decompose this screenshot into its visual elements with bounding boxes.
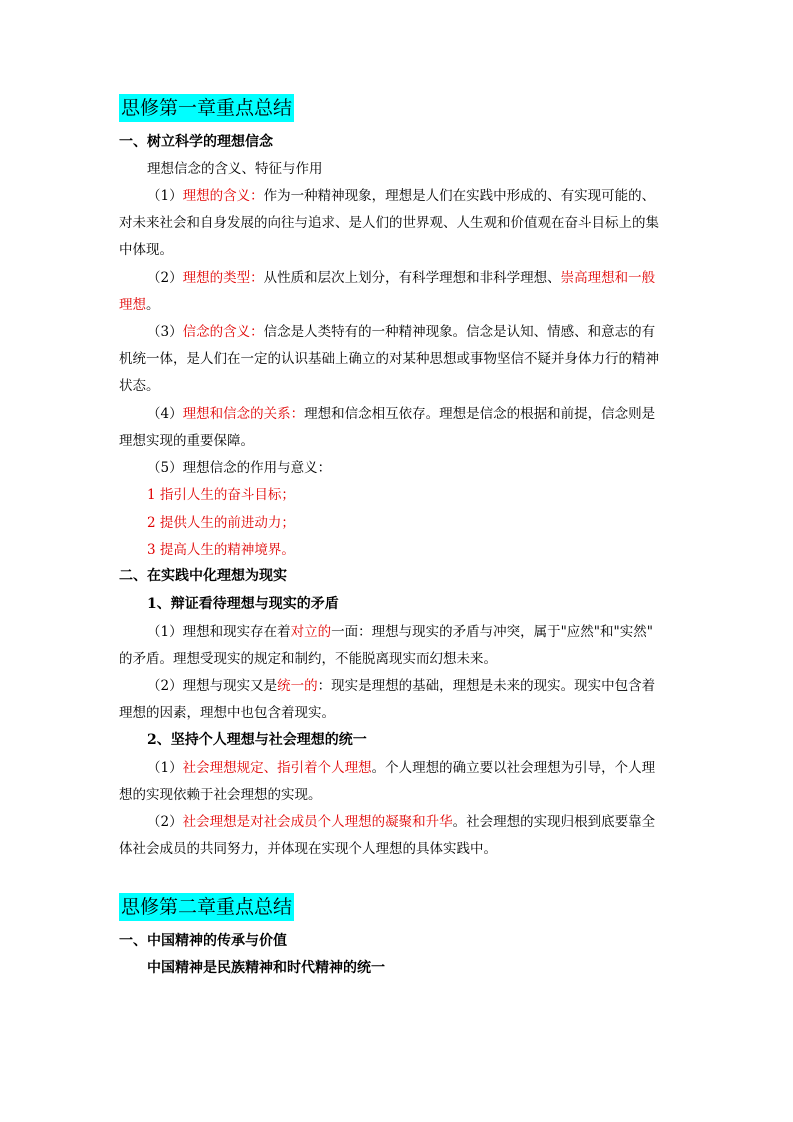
paragraph-3-line-3: 状态。 bbox=[119, 378, 160, 394]
list-item: 1 指引人生的奋斗目标； bbox=[147, 487, 295, 503]
q2-line-1: （2）理想与现实又是统一的：现实是理想的基础，理想是未来的现实。现实中包含着 bbox=[147, 678, 656, 694]
paragraph-1-line-2: 对未来社会和自身发展的向往与追求、是人们的世界观、人生观和价值观在奋斗目标上的集 bbox=[119, 215, 659, 231]
paragraph-2-line-2: 理想。 bbox=[119, 297, 160, 313]
paragraph-5: （5）理想信念的作用与意义： bbox=[147, 460, 332, 476]
section-2a-heading: 1、辩证看待理想与现实的矛盾 bbox=[147, 596, 339, 612]
chapter-2-title: 思修第二章重点总结 bbox=[119, 893, 294, 921]
chapter-2-subheading: 中国精神是民族精神和时代精神的统一 bbox=[147, 960, 385, 976]
subheading: 理想信念的含义、特征与作用 bbox=[147, 161, 323, 177]
r1-line-1: （1）社会理想规定、指引着个人理想。个人理想的确立要以社会理想为引导，个人理 bbox=[147, 760, 656, 776]
r2-line-2: 体社会成员的共同努力，并体现在实现个人理想的具体实践中。 bbox=[119, 841, 497, 857]
chapter-2-section-1-heading: 一、中国精神的传承与价值 bbox=[119, 933, 287, 949]
paragraph-1-line-3: 中体现。 bbox=[119, 242, 173, 258]
paragraph-3-line-1: （3）信念的含义：信念是人类特有的一种精神现象。信念是认知、情感、和意志的有 bbox=[147, 324, 656, 340]
list-item: 3 提高人生的精神境界。 bbox=[147, 542, 295, 558]
q1-line-2: 的矛盾。理想受现实的规定和制约，不能脱离现实而幻想未来。 bbox=[119, 651, 497, 667]
list-item: 2 提供人生的前进动力； bbox=[147, 515, 295, 531]
section-2b-heading: 2、坚持个人理想与社会理想的统一 bbox=[147, 732, 367, 748]
q2-line-2: 理想的因素，理想中也包含着现实。 bbox=[119, 705, 335, 721]
chapter-1-title: 思修第一章重点总结 bbox=[119, 94, 294, 122]
paragraph-1-line-1: （1）理想的含义：作为一种精神现象，理想是人们在实践中形成的、有实现可能的、 bbox=[147, 188, 656, 204]
paragraph-4-line-2: 理想实现的重要保障。 bbox=[119, 433, 254, 449]
r1-line-2: 想的实现依赖于社会理想的实现。 bbox=[119, 787, 322, 803]
q1-line-1: （1）理想和现实存在着对立的一面：理想与现实的矛盾与冲突，属于"应然"和"实然" bbox=[147, 624, 653, 640]
paragraph-2-line-1: （2）理想的类型：从性质和层次上划分，有科学理想和非科学理想、崇高理想和一般 bbox=[147, 270, 656, 286]
r2-line-1: （2）社会理想是对社会成员个人理想的凝聚和升华。社会理想的实现归根到底要靠全 bbox=[147, 814, 656, 830]
section-2-heading: 二、在实践中化理想为现实 bbox=[119, 568, 287, 584]
paragraph-4-line-1: （4）理想和信念的关系：理想和信念相互依存。理想是信念的根据和前提，信念则是 bbox=[147, 406, 656, 422]
paragraph-3-line-2: 机统一体，是人们在一定的认识基础上确立的对某种思想或事物坚信不疑并身体力行的精神 bbox=[119, 351, 659, 367]
section-1-heading: 一、树立科学的理想信念 bbox=[119, 134, 273, 150]
